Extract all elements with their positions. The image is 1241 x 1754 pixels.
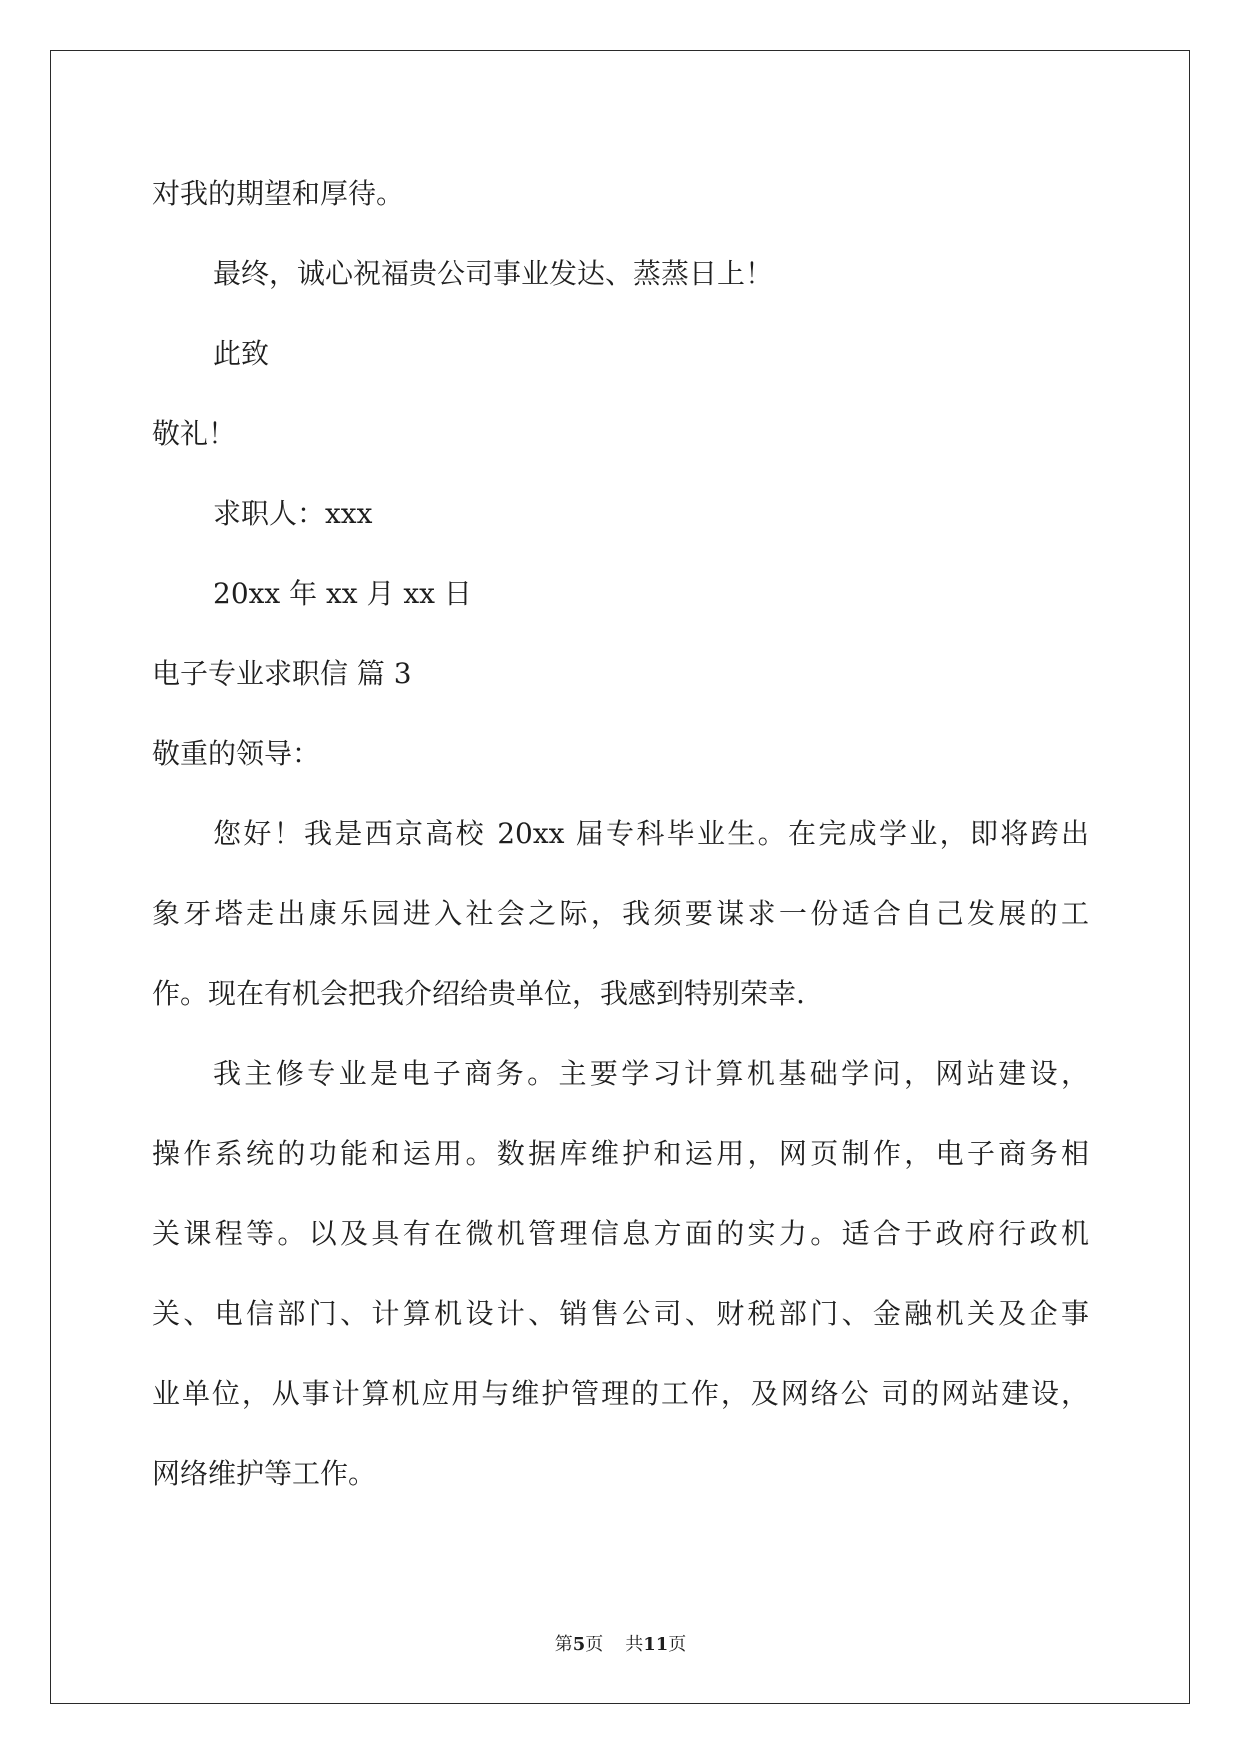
page-current: 5	[572, 1634, 586, 1655]
text-line: 操作系统的功能和运用。数据库维护和运用，网页制作，电子商务相	[152, 1137, 1089, 1170]
text-line: 求职人：xxx	[213, 497, 373, 530]
total-prefix: 共	[625, 1634, 644, 1655]
text-line: 对我的期望和厚待。	[152, 177, 405, 210]
total-unit: 页	[668, 1634, 687, 1655]
text-line: 业单位，从事计算机应用与维护管理的工作，及网络公 司的网站建设，	[152, 1377, 1089, 1410]
page-unit: 页	[585, 1634, 604, 1655]
text-line: 此致	[213, 337, 270, 370]
text-line: 作。现在有机会把我介绍给贵单位，我感到特别荣幸.	[152, 977, 805, 1010]
text-line: 我主修专业是电子商务。主要学习计算机基础学问，网站建设，	[213, 1057, 1089, 1090]
text-line: 关、电信部门、计算机设计、销售公司、财税部门、金融机关及企事	[152, 1297, 1089, 1330]
page-footer	[0, 1633, 1241, 1657]
text-line: 网络维护等工作。	[152, 1457, 377, 1490]
page-prefix: 第	[554, 1634, 573, 1655]
text-line: 象牙塔走出康乐园进入社会之际，我须要谋求一份适合自己发展的工	[152, 897, 1089, 930]
text-line: 敬礼！	[152, 417, 237, 450]
text-line: 您好！我是西京高校 20xx 届专科毕业生。在完成学业，即将跨出	[213, 817, 1089, 850]
text-line: 20xx 年 xx 月 xx 日	[213, 577, 472, 610]
section-heading: 电子专业求职信 篇 3	[152, 657, 412, 690]
text-line: 关课程等。以及具有在微机管理信息方面的实力。适合于政府行政机	[152, 1217, 1089, 1250]
text-line: 最终，诚心祝福贵公司事业发达、蒸蒸日上！	[213, 257, 774, 290]
salutation: 敬重的领导：	[152, 737, 321, 770]
page-total: 11	[643, 1634, 669, 1655]
